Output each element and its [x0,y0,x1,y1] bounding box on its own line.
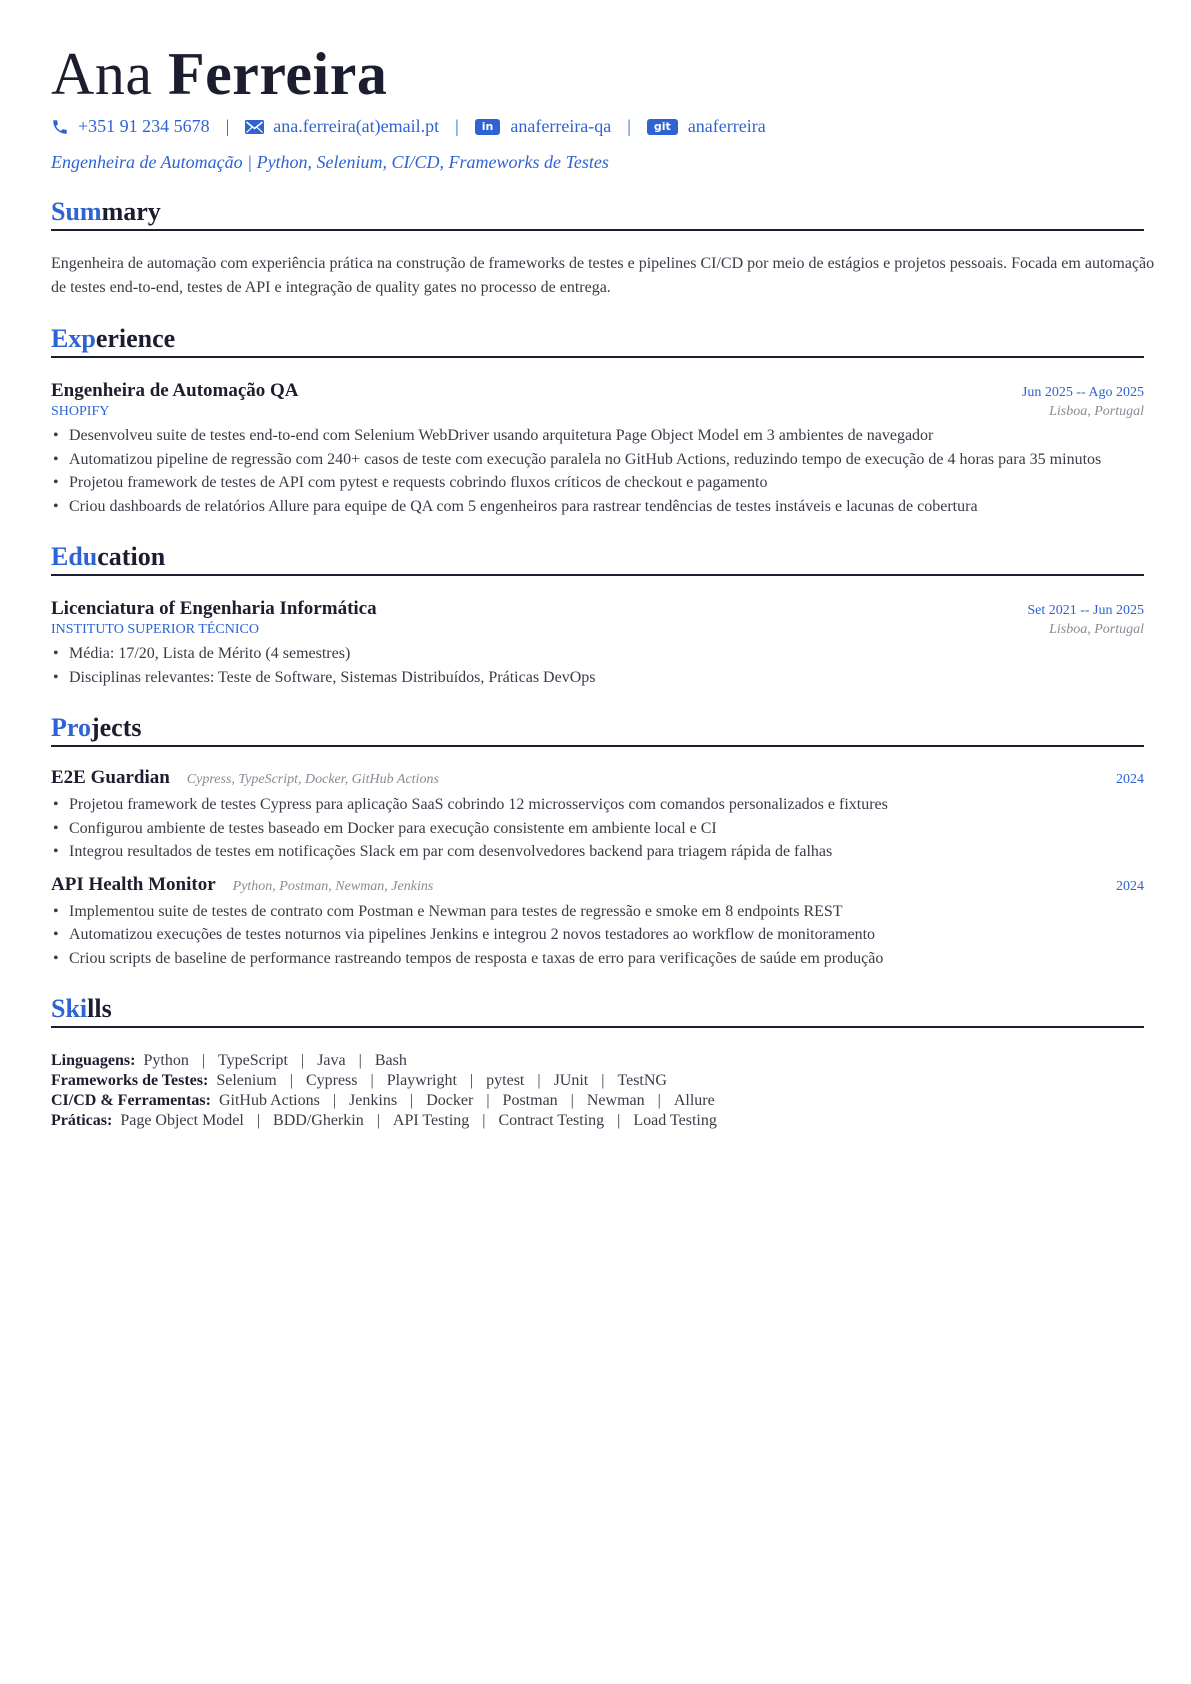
github-handle: anaferreira [687,116,766,136]
skill-item: Newman [586,1092,645,1109]
project-entry [51,874,1144,971]
projects-heading [51,711,1144,747]
skill-separator: | [486,1092,490,1109]
skills-list [51,1051,1144,1131]
skills-heading-rest: lls [87,994,112,1023]
skill-item: TypeScript [218,1052,288,1069]
list-item: • Disciplinas relevantes: Teste de Software, Sistemas Distribuídos, Práticas DevOps [51,666,1144,690]
list-item: • Projetou framework de testes Cypress para aplicação SaaS cobrindo 12 microsserviços com comandos personalizados e fixtures [51,793,1144,817]
skill-item: Bash [374,1052,407,1069]
list-item: • Automatizou execuções de testes noturnos via pipelines Jenkins e integrou 2 novos testadores ao workflow de monitoramento [51,923,1144,947]
skill-item: BDD/Gherkin [273,1112,364,1129]
skill-item: Contract Testing [498,1112,605,1129]
phone-icon [51,118,69,136]
contact-bar [51,116,1144,137]
skill-item: Docker [426,1092,474,1109]
skill-separator: | [657,1092,661,1109]
skill-separator: | [376,1112,380,1129]
skill-item: Postman [502,1092,558,1109]
projects-heading-rest: jects [90,713,142,742]
list-item: • Criou scripts de baseline de performance rastreando tempos de resposta e taxas de erro para verificações de saúde em produção [51,947,1144,971]
skill-item: TestNG [617,1072,667,1089]
education-entry [51,598,1144,689]
skill-separator: | [537,1072,541,1089]
skill-separator: | [201,1052,206,1069]
experience-heading [51,322,1144,358]
skill-item: Allure [673,1092,715,1109]
skill-separator: | [469,1072,474,1089]
linkedin-icon: in [475,119,501,135]
skill-separator: | [301,1052,305,1069]
skill-row [51,1051,1144,1071]
skill-item: Page Object Model [120,1112,244,1129]
skill-item: Playwright [386,1072,457,1089]
git-icon: git [647,119,678,135]
list-item: • Implementou suite de testes de contrato com Postman e Newman para testes de regressão e smoke em 8 endpoints REST [51,900,1144,924]
project-bullets [51,900,1144,971]
education-heading-accent: Edu [51,542,98,571]
education-heading-rest: cation [97,542,166,571]
skill-separator: | [370,1072,374,1089]
email-contact[interactable] [245,116,439,137]
project-bullets [51,793,1144,864]
summary-heading-rest: mary [101,197,161,226]
resume-page [51,38,1155,1131]
projects-heading-accent: Pro [51,713,91,742]
project-entry [51,767,1144,864]
skill-separator: | [332,1092,337,1109]
summary-text: Engenheira de automação com experiência prática na construção de frameworks de testes e pipelines CI/CD por meio de estágios e projetos pessoais. Focada em automação de testes end-to-end, testes de API e integração de quality gates no processo de entrega. [51,255,1155,296]
headline-tagline: Engenheira de Automação | Python, Selenium, CI/CD, Frameworks de Testes [51,152,609,172]
experience-entry [51,380,1144,518]
skill-category-label: Frameworks de Testes: [51,1072,209,1089]
school-location: Lisboa, Portugal [1049,622,1144,637]
skill-separator: | [358,1052,362,1069]
skill-item: pytest [486,1072,525,1089]
skill-separator: | [410,1092,414,1109]
experience-heading-rest: erience [95,324,176,353]
project-tech: Python, Postman, Newman, Jenkins [232,878,434,894]
skill-separator: | [570,1092,574,1109]
skill-item: API Testing [392,1112,470,1129]
skill-item: GitHub Actions [218,1092,320,1109]
skill-item: Selenium [216,1072,277,1089]
summary-heading-accent: Sum [51,197,102,226]
list-item: • Configurou ambiente de testes baseado em Docker para execução consistente em ambiente local e CI [51,817,1144,841]
education-heading [51,540,1144,576]
project-name: E2E Guardian [51,767,170,788]
envelope-icon [245,120,264,134]
school-name: INSTITUTO SUPERIOR TÉCNICO [51,622,259,637]
project-year: 2024 [1116,878,1144,894]
project-year: 2024 [1116,772,1144,787]
job-dates: Jun 2025 -- Ago 2025 [1021,385,1144,400]
skill-category-label: Práticas: [51,1112,113,1129]
skill-row [51,1091,1144,1111]
experience-heading-accent: Exp [51,324,96,353]
degree-title: Licenciatura of Engenharia Informática [51,598,377,619]
skill-category-label: CI/CD & Ferramentas: [51,1092,211,1109]
first-name: Ana [51,41,153,107]
skills-heading-accent: Ski [51,994,88,1023]
job-title: Engenheira de Automação QA [51,380,299,401]
skill-item: Python [143,1052,189,1069]
skill-row [51,1111,1144,1131]
project-tech: Cypress, TypeScript, Docker, GitHub Actions [186,772,439,787]
candidate-name [51,38,1144,110]
skill-item: Java [317,1052,346,1069]
phone-number: +351 91 234 5678 [78,116,210,136]
last-name: Ferreira [167,41,388,107]
education-dates: Set 2021 -- Jun 2025 [1027,603,1144,618]
list-item: • Desenvolveu suite de testes end-to-end com Selenium WebDriver usando arquitetura Page Object Model em 3 ambientes de navegador [51,424,1144,448]
skill-separator: | [617,1112,621,1129]
job-bullets [51,424,1144,518]
list-item: • Integrou resultados de testes em notificações Slack em par com desenvolvedores backend para triagem rápida de falhas [51,840,1144,864]
contact-separator: | [225,116,230,136]
list-item: • Automatizou pipeline de regressão com 240+ casos de teste com execução paralela no GitHub Actions, reduzindo tempo de execução de 4 horas para 35 minutos [51,448,1144,472]
skill-item: Jenkins [349,1092,398,1109]
email-address: ana.ferreira(at)email.pt [273,116,440,136]
job-location: Lisboa, Portugal [1049,404,1144,419]
skill-item: Cypress [305,1072,358,1089]
list-item: • Projetou framework de testes de API com pytest e requests cobrindo fluxos críticos de checkout e pagamento [51,471,1144,495]
skill-separator: | [289,1072,293,1089]
contact-separator: | [455,116,459,136]
job-company: SHOPIFY [51,404,110,419]
list-item: • Média: 17/20, Lista de Mérito (4 semestres) [51,642,1144,666]
skill-category-label: Linguagens: [51,1052,136,1069]
summary-heading [51,195,1144,231]
project-name: API Health Monitor [51,873,216,895]
list-item: • Criou dashboards de relatórios Allure para equipe de QA com 5 engenheiros para rastrear tendências de testes instáveis e lacunas de cobertura [51,495,1144,519]
skill-row [51,1071,1144,1091]
github-contact[interactable] [647,116,766,137]
education-bullets [51,642,1144,689]
contact-separator: | [627,116,631,136]
phone-contact[interactable] [51,116,210,137]
skill-separator: | [256,1112,261,1129]
skill-separator: | [601,1072,605,1089]
linkedin-handle: anaferreira-qa [510,116,612,136]
skill-item: JUnit [553,1072,589,1089]
linkedin-contact[interactable] [475,116,612,137]
skill-item: Load Testing [633,1112,717,1129]
skills-heading [51,992,1144,1028]
skill-separator: | [482,1112,486,1129]
